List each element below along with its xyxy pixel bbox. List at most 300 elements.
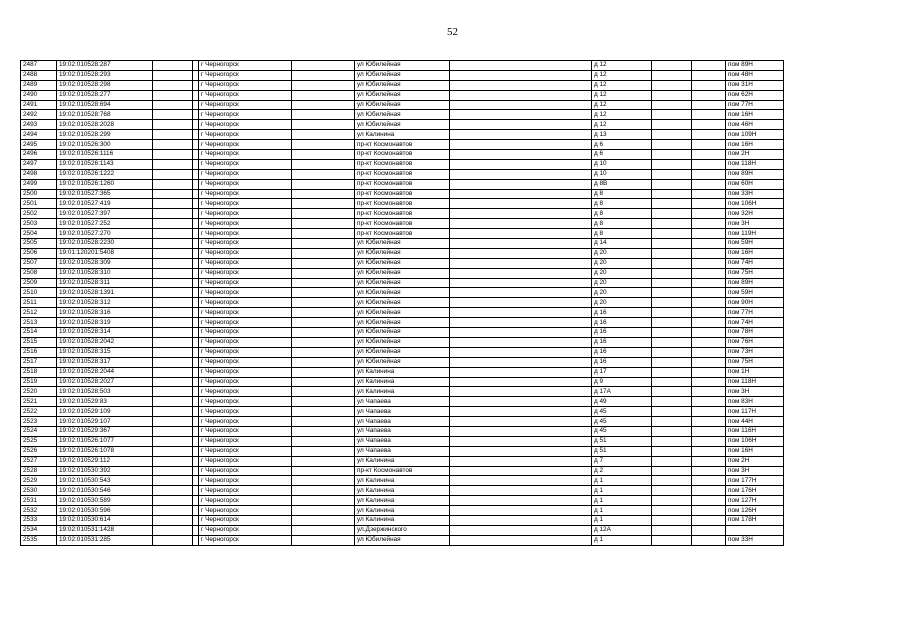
cell-spacer (692, 387, 726, 397)
table-row (21, 130, 784, 140)
cell-room: пом 62Н (726, 90, 784, 100)
cell-house: д 20 (592, 248, 652, 258)
cell-cadastral-number: 19:02:010529:83 (57, 397, 153, 407)
cell-number: 2521 (21, 397, 57, 407)
cell-room: пом 59Н (726, 239, 784, 249)
cell-spacer (292, 515, 355, 525)
cell-street: ул Юбилейная (355, 535, 450, 545)
cell-blank (652, 100, 692, 110)
cell-spacer (692, 229, 726, 239)
cell-blank (652, 80, 692, 90)
cell-spacer (692, 407, 726, 417)
cell-house: д 16 (592, 347, 652, 357)
cell-spacer (450, 248, 592, 258)
cell-cadastral-number: 19:02:010528:2027 (57, 377, 153, 387)
cell-city: г Черногорск (199, 456, 292, 466)
cell-spacer (692, 367, 726, 377)
table-row (21, 70, 784, 80)
cell-blank (652, 347, 692, 357)
cell-blank (652, 357, 692, 367)
cell-cadastral-number: 19:02:010528:311 (57, 278, 153, 288)
cell-spacer (292, 110, 355, 120)
registry-table (20, 60, 784, 546)
cell-spacer (450, 377, 592, 387)
cell-blank (153, 367, 193, 377)
cell-spacer (450, 347, 592, 357)
cell-spacer (450, 179, 592, 189)
cell-number: 2491 (21, 100, 57, 110)
cell-cadastral-number: 19:02:010526:1116 (57, 150, 153, 160)
cell-blank (153, 318, 193, 328)
cell-cadastral-number: 19:02:010528:2044 (57, 367, 153, 377)
cell-street: ул Юбилейная (355, 328, 450, 338)
cell-city: г Черногорск (199, 436, 292, 446)
table-row (21, 347, 784, 357)
cell-blank (652, 456, 692, 466)
cell-city: г Черногорск (199, 110, 292, 120)
cell-blank (153, 407, 193, 417)
cell-cadastral-number: 19:02:010528:768 (57, 110, 153, 120)
cell-room: пом 74Н (726, 318, 784, 328)
cell-cadastral-number: 19:02:010527:397 (57, 209, 153, 219)
cell-house: д 12 (592, 100, 652, 110)
table-row (21, 476, 784, 486)
cell-room: пом 118Н (726, 377, 784, 387)
cell-number: 2507 (21, 258, 57, 268)
cell-spacer (692, 456, 726, 466)
cell-spacer (450, 328, 592, 338)
cell-cadastral-number: 19:02:010530:589 (57, 496, 153, 506)
table-row (21, 506, 784, 516)
cell-blank (652, 268, 692, 278)
cell-cadastral-number: 19:02:010528:317 (57, 357, 153, 367)
table-row (21, 328, 784, 338)
cell-room: пом 89Н (726, 61, 784, 71)
cell-blank (652, 90, 692, 100)
cell-blank (153, 189, 193, 199)
cell-blank (652, 377, 692, 387)
cell-blank (153, 80, 193, 90)
cell-blank (153, 288, 193, 298)
cell-spacer (450, 466, 592, 476)
cell-house: д 6 (592, 140, 652, 150)
cell-blank (652, 229, 692, 239)
cell-room: пом 33Н (726, 189, 784, 199)
cell-spacer (692, 308, 726, 318)
cell-spacer (292, 150, 355, 160)
cell-spacer (292, 278, 355, 288)
cell-spacer (450, 278, 592, 288)
cell-spacer (292, 159, 355, 169)
cell-room: пом 106Н (726, 436, 784, 446)
cell-number: 2495 (21, 140, 57, 150)
cell-spacer (292, 229, 355, 239)
cell-blank (153, 61, 193, 71)
cell-number: 2505 (21, 239, 57, 249)
cell-house: д 20 (592, 268, 652, 278)
cell-number: 2535 (21, 535, 57, 545)
cell-blank (652, 318, 692, 328)
cell-street: ул Юбилейная (355, 258, 450, 268)
cell-city: г Черногорск (199, 100, 292, 110)
cell-blank (153, 169, 193, 179)
cell-city: г Черногорск (199, 150, 292, 160)
cell-street: ул Юбилейная (355, 337, 450, 347)
cell-blank (652, 61, 692, 71)
cell-spacer (692, 328, 726, 338)
cell-spacer (292, 61, 355, 71)
cell-blank (652, 199, 692, 209)
cell-street: пр-кт Космонавтов (355, 159, 450, 169)
table-row (21, 298, 784, 308)
cell-city: г Черногорск (199, 367, 292, 377)
cell-blank (153, 436, 193, 446)
cell-room: пом 118Н (726, 159, 784, 169)
cell-spacer (292, 140, 355, 150)
cell-spacer (692, 496, 726, 506)
cell-spacer (692, 357, 726, 367)
cell-spacer (692, 515, 726, 525)
cell-room: пом 77Н (726, 308, 784, 318)
cell-spacer (692, 150, 726, 160)
table-row (21, 239, 784, 249)
cell-street: ул Юбилейная (355, 110, 450, 120)
cell-house: д 2 (592, 466, 652, 476)
cell-spacer (692, 436, 726, 446)
table-row (21, 515, 784, 525)
table-row (21, 199, 784, 209)
cell-blank (153, 179, 193, 189)
table-row (21, 229, 784, 239)
cell-blank (652, 535, 692, 545)
cell-street: ул Чапаева (355, 426, 450, 436)
cell-city: г Черногорск (199, 278, 292, 288)
table-row (21, 100, 784, 110)
cell-street: пр-кт Космонавтов (355, 169, 450, 179)
cell-number: 2514 (21, 328, 57, 338)
cell-room: пом 1Н (726, 367, 784, 377)
cell-blank (153, 357, 193, 367)
cell-city: г Черногорск (199, 80, 292, 90)
cell-spacer (692, 466, 726, 476)
table-row (21, 456, 784, 466)
cell-city: г Черногорск (199, 229, 292, 239)
cell-spacer (692, 239, 726, 249)
cell-room: пом 177Н (726, 476, 784, 486)
cell-spacer (692, 535, 726, 545)
cell-house: д 20 (592, 288, 652, 298)
cell-number: 2530 (21, 486, 57, 496)
cell-spacer (450, 506, 592, 516)
cell-street: ул Калинина (355, 377, 450, 387)
cell-cadastral-number: 19:02:010528:2230 (57, 239, 153, 249)
cell-spacer (450, 397, 592, 407)
cell-house: д 12 (592, 70, 652, 80)
cell-number: 2526 (21, 446, 57, 456)
cell-blank (153, 130, 193, 140)
cell-spacer (450, 239, 592, 249)
cell-blank (652, 169, 692, 179)
cell-number: 2534 (21, 525, 57, 535)
cell-room: пом 33Н (726, 535, 784, 545)
cell-house: д 17 (592, 367, 652, 377)
cell-city: г Черногорск (199, 535, 292, 545)
cell-spacer (292, 70, 355, 80)
cell-city: г Черногорск (199, 298, 292, 308)
cell-room: пом 89Н (726, 169, 784, 179)
table-row (21, 387, 784, 397)
cell-cadastral-number: 19:02:010528:314 (57, 328, 153, 338)
cell-number: 2487 (21, 61, 57, 71)
cell-blank (652, 328, 692, 338)
cell-cadastral-number: 19:02:010526:1222 (57, 169, 153, 179)
cell-spacer (692, 417, 726, 427)
cell-number: 2520 (21, 387, 57, 397)
cell-city: г Черногорск (199, 209, 292, 219)
cell-spacer (292, 535, 355, 545)
cell-spacer (292, 486, 355, 496)
cell-blank (153, 278, 193, 288)
cell-blank (652, 436, 692, 446)
cell-city: г Черногорск (199, 496, 292, 506)
cell-blank (153, 328, 193, 338)
cell-street: ул Чапаева (355, 397, 450, 407)
cell-street: ул Юбилейная (355, 347, 450, 357)
cell-spacer (450, 318, 592, 328)
cell-spacer (450, 209, 592, 219)
cell-house: д 8 (592, 209, 652, 219)
cell-street: пр-кт Космонавтов (355, 179, 450, 189)
cell-house: д 16 (592, 328, 652, 338)
cell-spacer (292, 506, 355, 516)
cell-street: пр-кт Космонавтов (355, 150, 450, 160)
cell-blank (153, 456, 193, 466)
cell-house: д 1 (592, 486, 652, 496)
cell-spacer (692, 219, 726, 229)
cell-house: д 1 (592, 535, 652, 545)
cell-city: г Черногорск (199, 476, 292, 486)
cell-cadastral-number: 19:02:010531:285 (57, 535, 153, 545)
cell-number: 2503 (21, 219, 57, 229)
cell-spacer (450, 407, 592, 417)
table-row (21, 377, 784, 387)
cell-cadastral-number: 19:02:010527:419 (57, 199, 153, 209)
table-row (21, 308, 784, 318)
cell-house: д 1 (592, 476, 652, 486)
cell-blank (153, 298, 193, 308)
cell-number: 2488 (21, 70, 57, 80)
cell-room: пом 16Н (726, 110, 784, 120)
cell-spacer (692, 318, 726, 328)
cell-number: 2490 (21, 90, 57, 100)
cell-spacer (292, 268, 355, 278)
cell-room: пом 32Н (726, 209, 784, 219)
cell-street: пр-кт Космонавтов (355, 140, 450, 150)
cell-spacer (692, 199, 726, 209)
cell-street: ул Калинина (355, 367, 450, 377)
cell-spacer (450, 436, 592, 446)
cell-number: 2493 (21, 120, 57, 130)
cell-cadastral-number: 19:02:010526:1143 (57, 159, 153, 169)
cell-blank (153, 219, 193, 229)
cell-number: 2499 (21, 179, 57, 189)
cell-city: г Черногорск (199, 90, 292, 100)
cell-city: г Черногорск (199, 288, 292, 298)
cell-blank (153, 199, 193, 209)
cell-spacer (692, 179, 726, 189)
cell-spacer (692, 506, 726, 516)
table-row (21, 357, 784, 367)
table-row (21, 446, 784, 456)
cell-street: ул Юбилейная (355, 80, 450, 90)
cell-street: пр-кт Космонавтов (355, 466, 450, 476)
table-row (21, 150, 784, 160)
cell-house: д 12 (592, 110, 652, 120)
cell-room: пом 83Н (726, 397, 784, 407)
cell-house: д 1 (592, 506, 652, 516)
table-row (21, 397, 784, 407)
cell-spacer (692, 189, 726, 199)
cell-room: пом 44Н (726, 417, 784, 427)
cell-blank (153, 337, 193, 347)
cell-spacer (292, 90, 355, 100)
cell-blank (153, 90, 193, 100)
cell-house: д 8 (592, 199, 652, 209)
cell-spacer (450, 308, 592, 318)
cell-spacer (292, 189, 355, 199)
cell-room: пом 59Н (726, 288, 784, 298)
cell-blank (153, 308, 193, 318)
cell-spacer (292, 288, 355, 298)
cell-spacer (692, 337, 726, 347)
cell-city: г Черногорск (199, 417, 292, 427)
cell-street: пр-кт Космонавтов (355, 189, 450, 199)
cell-house: д 17А (592, 387, 652, 397)
cell-number: 2531 (21, 496, 57, 506)
cell-cadastral-number: 19:02:010528:319 (57, 318, 153, 328)
cell-blank (153, 377, 193, 387)
cell-spacer (692, 70, 726, 80)
cell-street: ул Чапаева (355, 446, 450, 456)
cell-cadastral-number: 19:02:010528:316 (57, 308, 153, 318)
cell-number: 2523 (21, 417, 57, 427)
table-row (21, 486, 784, 496)
cell-cadastral-number: 19:02:010529:107 (57, 417, 153, 427)
cell-blank (652, 219, 692, 229)
cell-city: г Черногорск (199, 140, 292, 150)
cell-spacer (450, 258, 592, 268)
table-row (21, 209, 784, 219)
cell-city: г Черногорск (199, 318, 292, 328)
cell-cadastral-number: 19:02:010526:300 (57, 140, 153, 150)
cell-house: д 8 (592, 189, 652, 199)
cell-street: ул Калинина (355, 506, 450, 516)
table-row (21, 436, 784, 446)
cell-blank (652, 189, 692, 199)
cell-cadastral-number: 19:02:010528:309 (57, 258, 153, 268)
cell-city: г Черногорск (199, 328, 292, 338)
cell-spacer (292, 199, 355, 209)
cell-street: ул Юбилейная (355, 318, 450, 328)
cell-blank (652, 466, 692, 476)
cell-blank (652, 426, 692, 436)
cell-blank (652, 298, 692, 308)
cell-spacer (450, 61, 592, 71)
cell-blank (153, 70, 193, 80)
cell-blank (153, 446, 193, 456)
cell-city: г Черногорск (199, 61, 292, 71)
cell-blank (153, 496, 193, 506)
cell-cadastral-number: 19:02:010531:1428 (57, 525, 153, 535)
cell-blank (153, 150, 193, 160)
cell-house: д 20 (592, 298, 652, 308)
table-row (21, 140, 784, 150)
cell-blank (652, 417, 692, 427)
cell-blank (652, 288, 692, 298)
cell-spacer (692, 278, 726, 288)
cell-city: г Черногорск (199, 466, 292, 476)
cell-room: пом 117Н (726, 407, 784, 417)
cell-blank (153, 258, 193, 268)
cell-spacer (692, 347, 726, 357)
cell-cadastral-number: 19:02:010529:109 (57, 407, 153, 417)
cell-house: д 14 (592, 239, 652, 249)
table-row (21, 179, 784, 189)
cell-house: д 1 (592, 515, 652, 525)
cell-spacer (292, 367, 355, 377)
cell-room: пом 75Н (726, 268, 784, 278)
cell-cadastral-number: 19:02:010528:1391 (57, 288, 153, 298)
cell-house: д 1 (592, 496, 652, 506)
table-row (21, 110, 784, 120)
cell-number: 2498 (21, 169, 57, 179)
cell-room (726, 525, 784, 535)
cell-blank (652, 337, 692, 347)
table-body (21, 61, 784, 546)
cell-blank (153, 535, 193, 545)
cell-spacer (450, 189, 592, 199)
table-row (21, 367, 784, 377)
cell-street: ул Юбилейная (355, 100, 450, 110)
cell-cadastral-number: 19:02:010526:1078 (57, 446, 153, 456)
cell-number: 2504 (21, 229, 57, 239)
cell-spacer (450, 456, 592, 466)
cell-blank (153, 387, 193, 397)
table-row (21, 219, 784, 229)
cell-house: д 12 (592, 80, 652, 90)
cell-blank (652, 130, 692, 140)
cell-street: ул Калинина (355, 387, 450, 397)
cell-spacer (692, 476, 726, 486)
cell-spacer (450, 446, 592, 456)
cell-blank (652, 150, 692, 160)
cell-street: пр-кт Космонавтов (355, 219, 450, 229)
cell-number: 2527 (21, 456, 57, 466)
cell-spacer (692, 268, 726, 278)
cell-spacer (292, 169, 355, 179)
cell-cadastral-number: 19:02:010530:614 (57, 515, 153, 525)
cell-blank (153, 347, 193, 357)
cell-street: ул Юбилейная (355, 120, 450, 130)
cell-blank (153, 140, 193, 150)
cell-blank (652, 387, 692, 397)
cell-room: пом 46Н (726, 120, 784, 130)
cell-room: пом 3Н (726, 466, 784, 476)
cell-house: д 20 (592, 258, 652, 268)
cell-blank (153, 426, 193, 436)
cell-street: ул Юбилейная (355, 357, 450, 367)
cell-blank (652, 239, 692, 249)
